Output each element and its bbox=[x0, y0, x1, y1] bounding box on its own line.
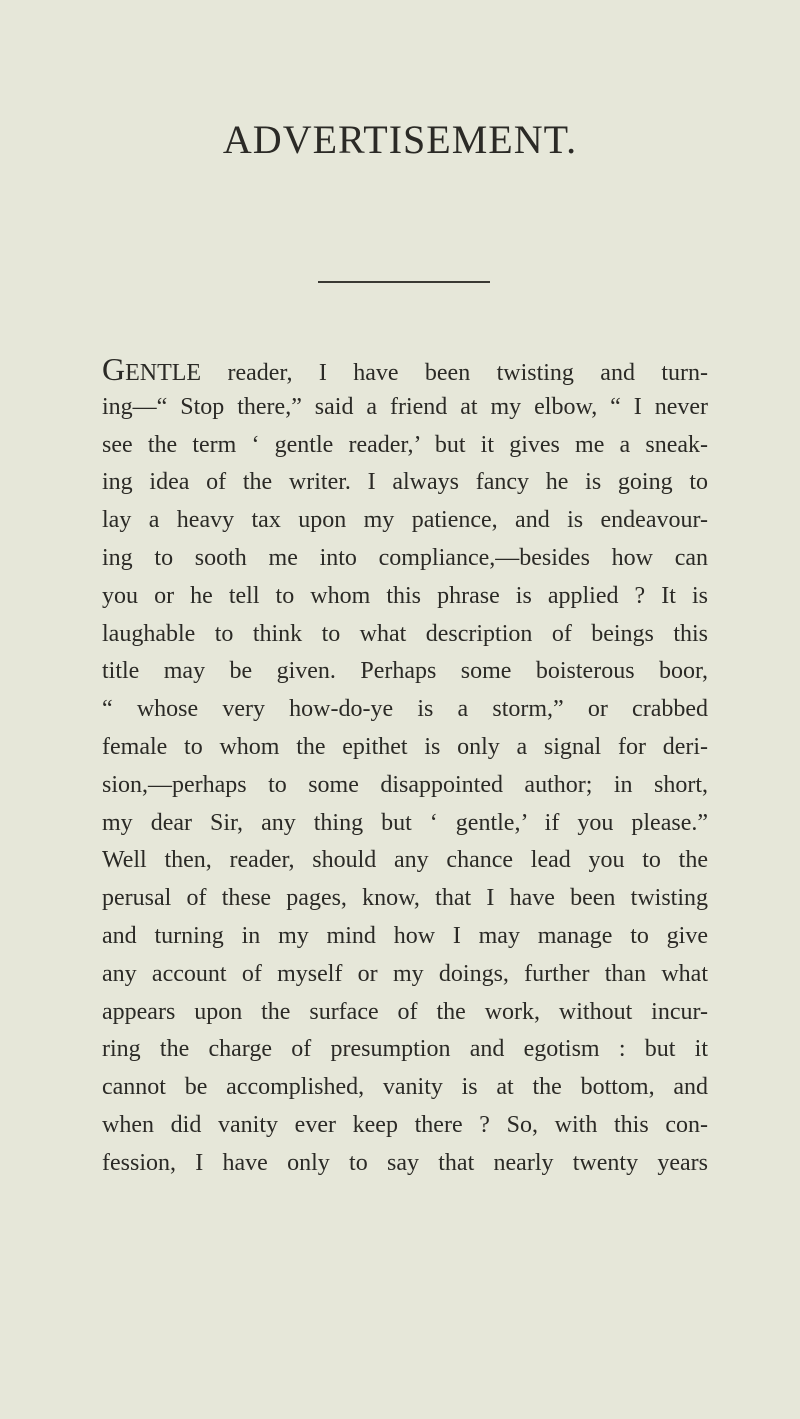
text-line: ing—“ Stop there,” said a friend at my elbow, “ I never bbox=[102, 393, 708, 420]
text-line: you or he tell to whom this phrase is applied ? It is bbox=[102, 582, 708, 609]
initial-letter: G bbox=[102, 351, 126, 387]
opening-line-rest: reader, I have been twisting and turn- bbox=[201, 360, 708, 386]
text-line: any account of myself or my doings, further than what bbox=[102, 960, 708, 987]
text-line: cannot be accomplished, vanity is at the bottom, and bbox=[102, 1074, 708, 1101]
text-line: appears upon the surface of the work, without incur- bbox=[102, 998, 708, 1025]
text-line: perusal of these pages, know, that I have been twisting bbox=[102, 885, 708, 912]
text-line: female to whom the epithet is only a signal for deri- bbox=[102, 733, 708, 760]
text-line: Well then, reader, should any chance lead you to the bbox=[102, 847, 708, 874]
text-line: “ whose very how-do-ye is a storm,” or crabbed bbox=[102, 696, 708, 723]
text-line: lay a heavy tax upon my patience, and is endeavour- bbox=[102, 507, 708, 534]
text-line: and turning in my mind how I may manage to give bbox=[102, 922, 708, 949]
text-line: laughable to think to what description of beings this bbox=[102, 620, 708, 647]
body-text bbox=[102, 351, 708, 1183]
text-line: my dear Sir, any thing but ‘ gentle,’ if you please.” bbox=[102, 809, 708, 836]
text-line: ing to sooth me into compliance,—besides how can bbox=[102, 544, 708, 571]
page-title: ADVERTISEMENT. bbox=[222, 117, 578, 162]
text-line: see the term ‘ gentle reader,’ but it gives me a sneak- bbox=[102, 431, 708, 458]
text-line: ring the charge of presumption and egotism : but it bbox=[102, 1036, 708, 1063]
text-line: ing idea of the writer. I always fancy he is going to bbox=[102, 469, 708, 496]
small-caps-word: ENTLE bbox=[125, 360, 202, 386]
title-rule bbox=[318, 281, 490, 283]
text-line: sion,—perhaps to some disappointed author; in short, bbox=[102, 771, 708, 798]
text-line-opening bbox=[102, 351, 708, 389]
text-line: fession, I have only to say that nearly twenty years bbox=[102, 1149, 708, 1176]
text-line: when did vanity ever keep there ? So, with this con- bbox=[102, 1111, 708, 1138]
text-line: title may be given. Perhaps some boisterous boor, bbox=[102, 658, 708, 685]
